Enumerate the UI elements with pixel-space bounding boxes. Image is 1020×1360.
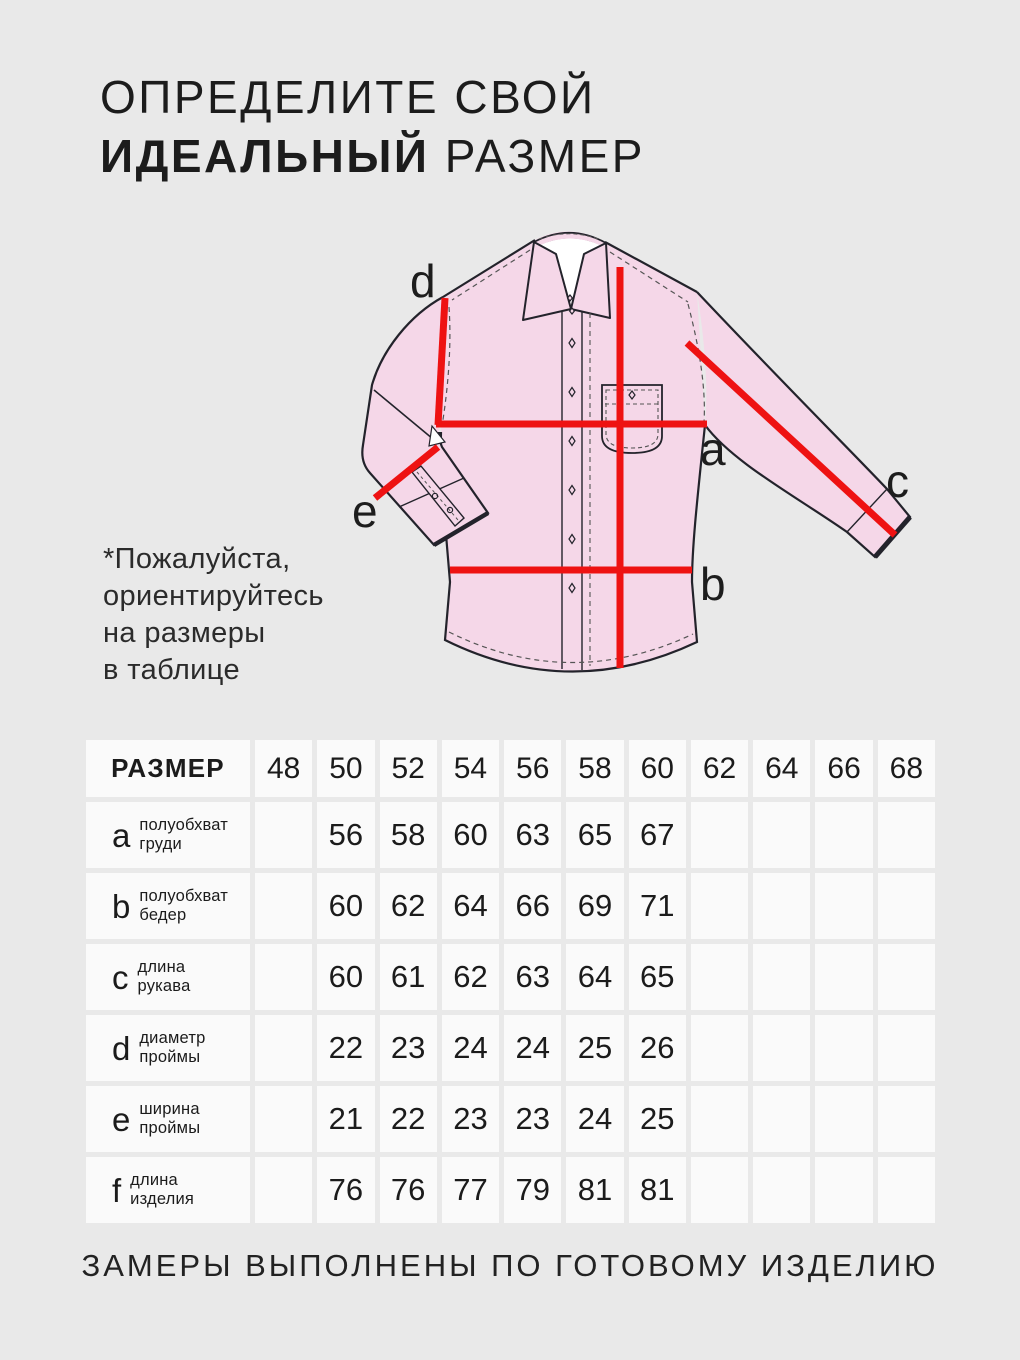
footer-note: ЗАМЕРЫ ВЫПОЛНЕНЫ ПО ГОТОВОМУ ИЗДЕЛИЮ bbox=[81, 1248, 939, 1283]
table-cell: 23 bbox=[442, 1086, 499, 1152]
table-cell: 69 bbox=[566, 873, 623, 939]
table-cell: 60 bbox=[317, 873, 374, 939]
shirt-measurement-diagram bbox=[330, 210, 950, 690]
table-cell bbox=[815, 1086, 872, 1152]
size-col-60: 60 bbox=[629, 740, 686, 797]
measure-label-a: a bbox=[700, 423, 726, 475]
size-col-58: 58 bbox=[566, 740, 623, 797]
row-label-line1: ширина bbox=[139, 1099, 200, 1118]
table-cell: 76 bbox=[380, 1157, 437, 1223]
table-cell bbox=[815, 802, 872, 868]
row-label-c bbox=[86, 944, 250, 1010]
row-letter: a bbox=[112, 816, 131, 854]
table-cell: 65 bbox=[629, 944, 686, 1010]
row-letter: d bbox=[112, 1029, 131, 1067]
table-cell: 67 bbox=[629, 802, 686, 868]
row-label-line2: груди bbox=[139, 835, 182, 853]
row-label-line1: длина bbox=[137, 957, 186, 976]
table-cell bbox=[753, 1086, 810, 1152]
table-cell bbox=[753, 1015, 810, 1081]
table-cell bbox=[815, 1015, 872, 1081]
row-label-b bbox=[86, 873, 250, 939]
row-label-line1: полуобхват bbox=[139, 886, 229, 905]
row-label-line1: длина bbox=[130, 1170, 178, 1189]
table-cell: 25 bbox=[566, 1015, 623, 1081]
row-label-f bbox=[86, 1157, 250, 1223]
table-cell bbox=[691, 944, 748, 1010]
row-label-a bbox=[86, 802, 250, 868]
table-cell: 22 bbox=[380, 1086, 437, 1152]
size-col-62: 62 bbox=[691, 740, 748, 797]
table-cell bbox=[878, 802, 935, 868]
row-letter: b bbox=[112, 887, 131, 925]
table-cell: 65 bbox=[566, 802, 623, 868]
table-cell: 58 bbox=[380, 802, 437, 868]
table-cell: 66 bbox=[504, 873, 561, 939]
row-letter: f bbox=[112, 1171, 122, 1209]
row-label-e bbox=[86, 1086, 250, 1152]
table-cell: 62 bbox=[442, 944, 499, 1010]
size-col-54: 54 bbox=[442, 740, 499, 797]
size-col-68: 68 bbox=[878, 740, 935, 797]
table-cell bbox=[753, 802, 810, 868]
row-label-line2: изделия bbox=[130, 1190, 195, 1208]
table-cell bbox=[753, 873, 810, 939]
table-cell: 61 bbox=[380, 944, 437, 1010]
table-cell: 71 bbox=[629, 873, 686, 939]
table-cell bbox=[691, 802, 748, 868]
row-label-d bbox=[86, 1015, 250, 1081]
table-cell: 60 bbox=[442, 802, 499, 868]
row-label-line2: проймы bbox=[139, 1119, 201, 1137]
table-cell bbox=[753, 944, 810, 1010]
table-cell bbox=[255, 1157, 312, 1223]
size-col-56: 56 bbox=[504, 740, 561, 797]
title-emphasis: ИДЕАЛЬНЫЙ bbox=[100, 130, 430, 182]
measure-label-d: d bbox=[410, 255, 436, 307]
row-label-line2: проймы bbox=[139, 1048, 201, 1066]
table-cell bbox=[255, 1015, 312, 1081]
title-line2 bbox=[100, 127, 645, 186]
row-letter: e bbox=[112, 1100, 131, 1138]
table-cell: 79 bbox=[504, 1157, 561, 1223]
row-letter: c bbox=[112, 958, 129, 996]
table-cell bbox=[255, 1086, 312, 1152]
measure-label-c: c bbox=[886, 455, 909, 507]
table-cell bbox=[878, 873, 935, 939]
table-cell: 56 bbox=[317, 802, 374, 868]
size-col-50: 50 bbox=[317, 740, 374, 797]
table-cell: 60 bbox=[317, 944, 374, 1010]
table-cell: 63 bbox=[504, 944, 561, 1010]
table-cell bbox=[691, 873, 748, 939]
table-cell bbox=[878, 944, 935, 1010]
table-cell: 76 bbox=[317, 1157, 374, 1223]
title-line2-rest: РАЗМЕР bbox=[429, 130, 645, 182]
row-label-line1: диаметр bbox=[139, 1028, 206, 1047]
table-cell: 64 bbox=[442, 873, 499, 939]
table-header-size: РАЗМЕР bbox=[86, 740, 250, 797]
table-cell: 23 bbox=[504, 1086, 561, 1152]
table-cell: 23 bbox=[380, 1015, 437, 1081]
title-line1: ОПРЕДЕЛИТЕ СВОЙ bbox=[100, 71, 596, 123]
table-cell bbox=[255, 802, 312, 868]
table-cell bbox=[255, 944, 312, 1010]
table-cell: 21 bbox=[317, 1086, 374, 1152]
row-label-line2: рукава bbox=[137, 977, 191, 995]
size-col-48: 48 bbox=[255, 740, 312, 797]
size-col-52: 52 bbox=[380, 740, 437, 797]
table-cell bbox=[815, 1157, 872, 1223]
table-cell: 64 bbox=[566, 944, 623, 1010]
table-cell: 26 bbox=[629, 1015, 686, 1081]
size-col-66: 66 bbox=[815, 740, 872, 797]
table-cell bbox=[878, 1086, 935, 1152]
table-cell: 81 bbox=[566, 1157, 623, 1223]
table-cell: 62 bbox=[380, 873, 437, 939]
note-text: *Пожалуйста, ориентируйтесь на размеры в таблице bbox=[103, 543, 324, 686]
table-cell: 24 bbox=[566, 1086, 623, 1152]
table-cell bbox=[691, 1157, 748, 1223]
table-cell bbox=[691, 1086, 748, 1152]
page-title bbox=[100, 68, 645, 186]
table-cell: 77 bbox=[442, 1157, 499, 1223]
measure-label-e: e bbox=[352, 485, 378, 537]
size-col-64: 64 bbox=[753, 740, 810, 797]
table-cell: 63 bbox=[504, 802, 561, 868]
table-cell bbox=[815, 944, 872, 1010]
table-cell bbox=[878, 1015, 935, 1081]
table-cell: 81 bbox=[629, 1157, 686, 1223]
table-cell bbox=[815, 873, 872, 939]
table-cell bbox=[691, 1015, 748, 1081]
table-cell bbox=[255, 873, 312, 939]
table-cell: 25 bbox=[629, 1086, 686, 1152]
table-cell: 24 bbox=[504, 1015, 561, 1081]
size-table bbox=[86, 740, 935, 1223]
row-label-line1: полуобхват bbox=[139, 815, 229, 834]
table-cell: 24 bbox=[442, 1015, 499, 1081]
table-cell bbox=[878, 1157, 935, 1223]
measure-label-b: b bbox=[700, 558, 726, 610]
row-label-line2: бедер bbox=[139, 906, 187, 924]
table-cell: 22 bbox=[317, 1015, 374, 1081]
table-cell bbox=[753, 1157, 810, 1223]
